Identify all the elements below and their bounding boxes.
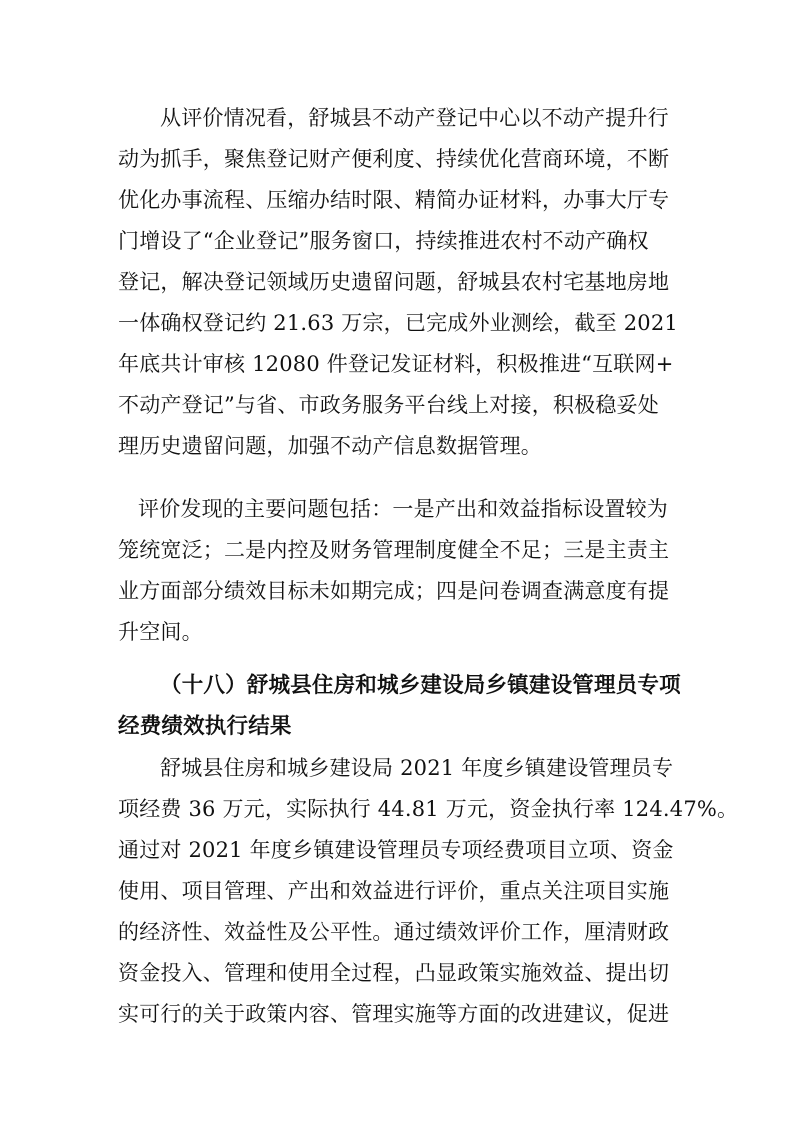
paragraph-3-line-4: 使用、项目管理、产出和效益进行评价，重点关注项目实施	[118, 879, 670, 903]
paragraph-1-line-4: 门增设了“企业登记”服务窗口，持续推进农村不动产确权	[118, 229, 649, 253]
paragraph-3-line-7: 实可行的关于政策内容、管理实施等方面的改进建议，促进	[118, 1002, 670, 1026]
paragraph-2-line-1: 评价发现的主要问题包括：一是产出和效益指标设置较为	[138, 497, 668, 521]
paragraph-1-line-2: 动为抓手，聚焦登记财产便利度、持续优化营商环境，不断	[118, 147, 670, 171]
paragraph-3-line-5: 的经济性、效益性及公平性。通过绩效评价工作，厘清财政	[118, 920, 670, 944]
section-heading-line-2: 经费绩效执行结果	[118, 714, 292, 739]
paragraph-2-line-2: 笼统宽泛；二是内控及财务管理制度健全不足；三是主责主	[118, 538, 670, 562]
paragraph-1-line-3: 优化办事流程、压缩办结时限、精简办证材料，办事大厅专	[118, 188, 670, 212]
section-heading-line-1: （十八）舒城县住房和城乡建设局乡镇建设管理员专项	[160, 673, 681, 698]
paragraph-1-line-8: 不动产登记”与省、市政务服务平台线上对接，积极稳妥处	[118, 393, 659, 417]
paragraph-1-line-6: 一体确权登记约 21.63 万宗，已完成外业测绘，截至 2021	[118, 311, 678, 335]
paragraph-1-line-7: 年底共计审核 12080 件登记发证材料，积极推进“互联网+	[118, 352, 674, 376]
paragraph-2-line-3: 业方面部分绩效目标未如期完成；四是问卷调查满意度有提	[118, 579, 670, 603]
paragraph-1-line-5: 登记，解决登记领域历史遗留问题，舒城县农村宅基地房地	[118, 270, 670, 294]
paragraph-3-line-2: 项经费 36 万元，实际执行 44.81 万元，资金执行率 124.47%。	[118, 797, 739, 821]
paragraph-2-line-4: 升空间。	[118, 620, 203, 644]
paragraph-3-line-3: 通过对 2021 年度乡镇建设管理员专项经费项目立项、资金	[118, 838, 674, 862]
paragraph-3-line-6: 资金投入、管理和使用全过程，凸显政策实施效益、提出切	[118, 961, 670, 985]
paragraph-1-line-1: 从评价情况看，舒城县不动产登记中心以不动产提升行	[160, 106, 669, 130]
paragraph-1-line-9: 理历史遗留问题，加强不动产信息数据管理。	[118, 434, 542, 458]
paragraph-3-line-1: 舒城县住房和城乡建设局 2021 年度乡镇建设管理员专	[160, 756, 674, 780]
